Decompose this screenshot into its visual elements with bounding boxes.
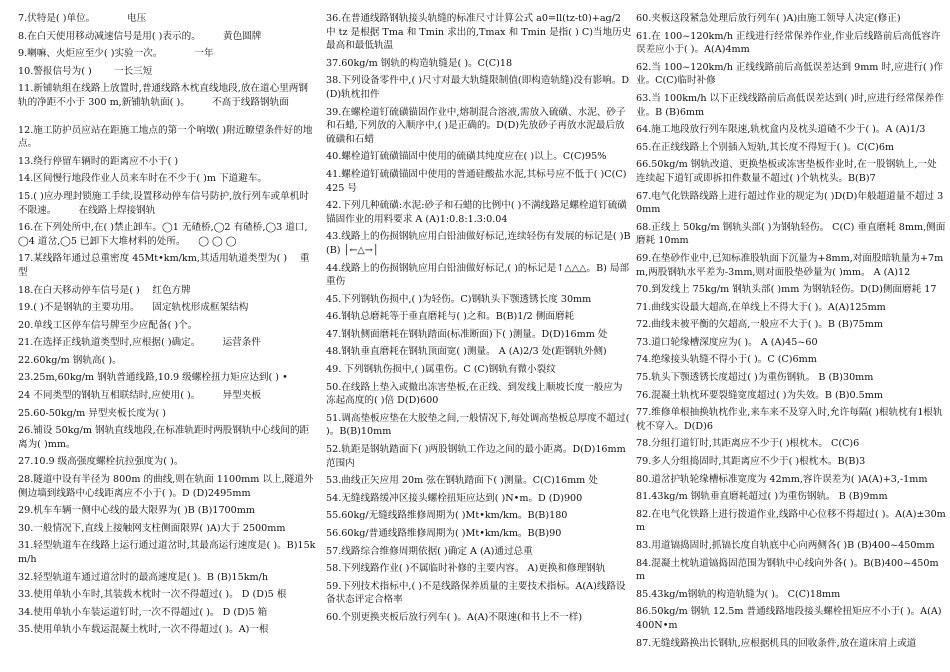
question-item: 77.维修单根抽换轨枕作业,来车来不及穿入时,允许每隔( )根轨枕有1根轨枕不穿入。D(D)6 — [636, 407, 943, 432]
question-item: 46.钢轨总磨耗等于垂直磨耗与( )之和。B(B)1/2 侧面磨耗 — [326, 311, 575, 323]
question-column-3 — [636, 12, 946, 654]
question-item: 42.下列几种硫磺:水泥:砂子和石蜡的比例中( )不满线路足螺栓道钉硫磺锚固作业的用料要求 A (A)1:0.8:1.3:0.04 — [326, 200, 627, 225]
question-item: 29.机车车辆一侧中心线的最大限界为( )B (B)1700mm — [18, 505, 255, 517]
question-item: 36.在普通线路钢轨接头轨缝的标准尺寸计算公式 a0=ll(tz-t0)+ag/2 中 tz 是根据 Tma 和 Tmin 求出的,Tmax 和 Tmin 是指( ) C)当地历史最高和最低轨温 — [326, 13, 632, 52]
question-item: 21.在选择正线轨道类型时,应根据( )确定。 运营条件 — [18, 337, 261, 349]
question-item: 35.使用单轨小车载运混凝土枕时,一次不得超过( )。A)一根 — [18, 624, 269, 636]
question-item: 56.60kg/普通线路维修周期为( )Mt•km/km。B(B)90 — [326, 528, 562, 539]
question-item: 48.钢轨垂直磨耗在钢轨顶面宽( )测量。 A (A)2/3 处(距钢轨外侧) — [326, 346, 607, 358]
question-item: 23.25m,60kg/m 钢轨普通线路,10.9 级螺栓扭力矩应达到( ) • — [18, 372, 288, 384]
question-item: 73.道口轮缘槽深度应为( )。 A (A)45~60 — [636, 336, 818, 348]
question-item: 9.喇嘛、火炬应至少( )实验一次。 一年 — [18, 48, 214, 60]
question-item: 47.钢轨侧面磨耗在钢轨踏面(标准断面)下( )测量。D(D)16mm 处 — [326, 328, 608, 340]
question-item: 83.用道镐捣固时,抓镐长度自轨底中心向两侧各( )B (B)400~450mm — [636, 540, 935, 551]
question-item: 37.60kg/m 钢轨的构造轨缝是( )。C(C)18 — [326, 57, 513, 69]
question-item: 86.50kg/m 钢轨 12.5m 普通线路地段接头螺栓扭矩应不小于( )。A(A)400N•m — [636, 606, 942, 631]
question-item: 66.50kg/m 钢轨改道、更换垫板或冻害垫板作业时,在一股钢轨上,一处连续起下道钉或即拆扣件数量不超过( )个轨枕头。B(B)7 — [636, 159, 937, 184]
question-item: 31.轻型轨道车在线路上运行通过道岔时,其最高运行速度是( )。B)15km/h — [18, 540, 316, 565]
question-item: 80.道岔护轨轮缘槽标准宽度为 42mm,容许误差为( )A(A)+3,-1mm — [636, 473, 928, 485]
question-item: 51.调高垫板应垫在大胶垫之间,一般情况下,每处调高垫板总厚度不超过( )。B(B)10mm — [326, 412, 630, 438]
question-item: 16.在下列处所中,在( )禁止卸车。◯1 无碴桥,◯2 有碴桥,◯3 道口,◯4 道岔,◯5 已卸下大堆材料的处所。 ◯ ◯ ◯ — [18, 222, 308, 247]
question-item: 11.新铺轨组在线路上放置时,普通线路木枕直线地段,放在道心里两钢轨的净距不小于 300 m,新铺轨轨面( )。 不高于线路钢轨面 — [18, 83, 308, 108]
question-item: 65.在正线线路上个别插入短轨,其长度不得短于( )。C(C)6m — [636, 141, 895, 153]
question-item: 20.单线工区停车信号牌至少应配备( )个。 — [18, 319, 198, 331]
question-item: 70.到发线上 75kg/m 钢轨头部( )mm 为钢轨轻伤。D(D)侧面磨耗 17 — [636, 284, 937, 296]
question-item: 63.当 100km/h 以下正线线路前后高低误差达到( )时,应进行经常保养作业。B (B)6mm — [636, 92, 944, 118]
question-item: 59.下列技术指标中,( )不是线路保养质量的主要技术指标。A(A)线路设备状态评定合格率 — [326, 580, 626, 606]
question-item: 76.混凝土轨枕环要裂缝宽度超过( )为失效。B (B)0.5mm — [636, 389, 883, 401]
question-item: 78.分组打道钉时,其距离应不少于( )根枕木。 C(C)6 — [636, 438, 860, 450]
question-column-1 — [18, 12, 316, 641]
question-item: 14.区间慢行地段作业人员来车时在不少于( )m 下道避车。 — [18, 173, 268, 185]
question-item: 8.在白天使用移动减速信号是用( )表示的。 黄色圆牌 — [18, 30, 262, 42]
question-item: 45.下列钢轨伤损中,( )为轻伤。C)钢轨头下颚透锈长度 30mm — [326, 293, 592, 305]
question-item: 64.施工地段放行列车限速,轨枕盒内及枕头道碴不少于( )。A (A)1/3 — [636, 124, 926, 136]
question-item: 50.在线路上垫入或撤出冻害垫板,在正线、到发线上顺坡长度一般应为冻起高度的( )倍 D(D)600 — [326, 381, 623, 407]
question-item: 19.( )不是钢轨的主要功用。 固定轨枕形成框架结构 — [18, 302, 249, 314]
question-item: 22.60kg/m 钢轨高( )。 — [18, 354, 122, 366]
question-item: 44.线路上的伤损钢轨应用白铅油做好标记,( )的标记是↑△△△。B) 局部重伤 — [326, 262, 630, 288]
question-item: 55.60kg/无缝线路维修周期为( )Mt•km/km。B(B)180 — [326, 510, 568, 522]
question-item: 41.螺栓道钉硫磺锚固中使用的普通硅酸盐水泥,其标号应不低于( )C(C)425 号 — [326, 168, 627, 194]
question-item: 10.警报信号为( ) 一长三短 — [18, 65, 153, 77]
question-item: 54.无缝线路缓冲区接头螺栓扭矩应达到( )N•m。D (D)900 — [326, 492, 583, 504]
question-item: 84.混凝土枕轨道镐捣固范围为钢轨中心线向外各( )。B(B)400~450mm — [636, 557, 939, 583]
question-item: 60.夹板这段紧急处理后放行列车( )A)由施工领导人决定(修正) — [636, 13, 901, 24]
question-item: 61.在 100~120km/h 正线进行经常保养作业,作业后线路前后高低容许误差应小于( )。A(A)4mm — [636, 30, 941, 56]
question-item: 12.施工防护员应站在距施工地点的第一个响墩( )附近瞭望条件好的地点。 — [18, 124, 313, 150]
question-item: 58.下列线路作业( )不属临时补修的主要内容。 A)更换和修理钢轨 — [326, 563, 606, 575]
question-item: 52.轨距是钢轨踏面下( )两股钢轨工作边之间的最小距离。D(D)16mm 范围内 — [326, 444, 626, 469]
question-item: 7.伏特是( )单位。 电压 — [18, 13, 147, 24]
question-item: 72.曲线未被平衡的欠超高,一般应不大于( )。B (B)75mm — [636, 319, 883, 331]
question-item: 71.曲线实设最大超高,在单线上不得大于( )。A(A)125mm — [636, 301, 886, 313]
question-item: 62.当 100~120km/h 正线线路前后高低误差达到 9mm 时,应进行( )作业。C(C)临时补修 — [636, 61, 944, 87]
question-item: 82.在电气化铁路上进行拨道作业,线路中心位移不得超过( )。A(A)±30mm — [636, 508, 946, 534]
question-item: 27.10.9 级高强度螺栓抗拉强度为( )。 — [18, 456, 184, 468]
question-item: 40.螺栓道钉硫磺锚固中使用的硫磺其纯度应在( )以上。C(C)95% — [326, 151, 607, 163]
question-item: 15.( )应办理封锁施工手续,设置移动停车信号防护,放行列车或单机时不限速。 在线路上焊接钢轨 — [18, 190, 309, 216]
question-item: 17.某线路年通过总重密度 45Mt•km/km,其适用轨道类型为( ) 重型 — [18, 253, 310, 278]
question-item: 28.隧道中设有半径为 800m 的曲线,则在轨面 1100mm 以上,隧道外侧边墙到线路中心线距离应不小于( )。D (D)2495mm — [18, 474, 314, 499]
question-item: 79.多人分组捣固时,其距离应不少于( )根枕木。B(B)3 — [636, 456, 866, 468]
question-item: 43.线路上的伤损钢轨应用白铅油做好标记,连续轻伤有发展的标记是( )B(B) │←△→│ — [326, 231, 631, 256]
question-item: 75.轨头下颚透锈长度超过( )为重伤钢轨。 B (B)30mm — [636, 372, 874, 384]
question-item: 74.绝缘接头轨缝不得小于( )。C (C)6mm — [636, 354, 817, 366]
question-item: 53.曲线正矢应用 20m 弦在钢轨踏面下( )测量。C(C)16mm 处 — [326, 475, 598, 487]
question-item: 38.下列设备零件中,( )尺寸对最大轨缝限制值(即构造轨缝)没有影响。D(D)轨枕扣件 — [326, 75, 630, 100]
question-item: 34.使用单轨小车装运道钉时,一次不得超过( )。 D (D)5 箱 — [18, 606, 268, 618]
question-item: 33.使用单轨小车时,其装载木枕时一次不得超过( )。 D (D)5 根 — [18, 589, 287, 601]
question-item: 87.无缝线路换出长钢轨,应根据机具的回收条件,放在道床肩上或道 — [636, 637, 917, 649]
question-item: 49. 下列钢轨伤损中,( )属重伤。C (C)钢轨有微小裂纹 — [326, 364, 556, 376]
question-item: 57.线路综合维修周期依据( )确定 A (A)通过总重 — [326, 545, 533, 557]
question-item: 85.43kg/m钢轨的构造轨缝为( )。 C(C)18mm — [636, 588, 841, 600]
question-item: 24 不同类型的钢轨互相联结时,应使用( )。 异型夹板 — [18, 390, 261, 402]
question-item: 67.电气化铁路线路上进行超过作业的规定为( )D(D)年般超道量不超过 30mm — [636, 190, 944, 216]
question-column-2 — [326, 12, 632, 629]
question-item: 81.43kg/m 钢轨垂直磨耗超过( )为重伤钢轨。 B (B)9mm — [636, 491, 888, 503]
question-item: 69.在垫砂作业中,已知标准股轨面下沉量为+8mm,对面股暗轨量为+7mm,两股钢轨水平差为-3mm,则对面股垫砂量为( )mm。 A (A)12 — [636, 252, 944, 278]
question-item: 60.个别更换夹板后放行列车( )。A(A)不限速(和书上不一样) — [326, 611, 583, 623]
question-item: 39.在螺栓道钉硫磺锚固作业中,熔制混合溶液,需放入硫磺、水泥、砂子和石蜡,下列放的入顺序中,( )是正确的。D(D)先放砂子再放水泥最后放硫磺和石蜡 — [326, 106, 626, 145]
question-item: 18.在白天移动停车信号是( ) 红色方牌 — [18, 284, 191, 296]
question-item: 26.铺设 50kg/m 钢轨直线地段,在标准轨距时两股钢轨中心线间的距离为( )mm。 — [18, 425, 310, 450]
question-item: 30.一般情况下,直线上接触网支柱侧面限界( )A)大于 2500mm — [18, 522, 286, 534]
question-item: 13.绕行停留车辆时的距离应不小于( ) — [18, 155, 179, 167]
question-item: 32.轻型轨道车通过道岔时的最高速度是( )。B (B)15km/h — [18, 571, 269, 583]
question-item: 68.正线上 50kg/m 钢轨头部( )为钢轨轻伤。 C(C) 垂直磨耗 8mm,侧面磨耗 10mm — [636, 221, 946, 247]
question-item: 25.60-50kg/m 异型夹板长度为( ) — [18, 407, 166, 419]
